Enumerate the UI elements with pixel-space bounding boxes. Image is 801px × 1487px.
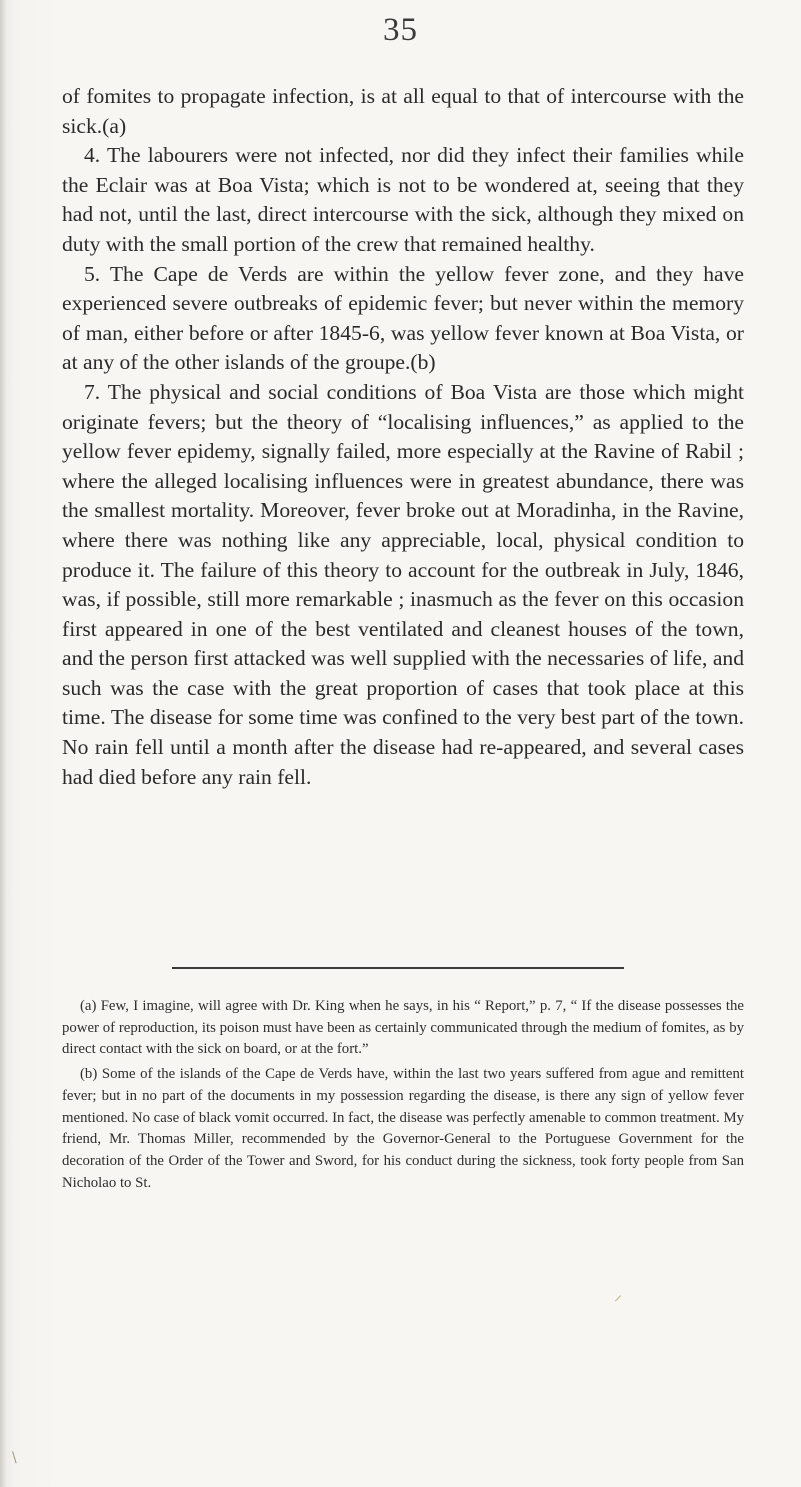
page-number: 35 [383, 12, 418, 48]
paragraph-continuation: of fomites to propagate infection, is at all equal to that of intercourse with the sick.(a) [62, 84, 744, 138]
paragraph-4: 4. The labourers were not infected, nor did they infect their families while the Eclair was at Boa Vista; which is not to be wondered at, seeing that they had not, until the last, direct intercourse with the sick, although they mixed on duty with the small portion of the crew that remained healthy. [62, 143, 744, 256]
footnotes [62, 996, 744, 1197]
ink-speck-icon: ⸝ [614, 1285, 623, 1304]
paragraph-5: 5. The Cape de Verds are within the yellow fever zone, and they have experienced severe outbreaks of epidemic fever; but never within the memory of man, either before or after 1845-6, was yellow fever known at Boa Vista, or at any of the other islands of the groupe.(b) [62, 261, 744, 375]
main-text [62, 82, 744, 792]
footnote-divider [172, 967, 624, 969]
paragraph-7: 7. The physical and social conditions of Boa Vista are those which might originate fevers; but the theory of “localising influences,” as applied to the yellow fever epidemy, signally failed, more especially at the Ravine of Rabil ; where the alleged localising influences were in greatest abundance, there was the smallest mortality. Moreover, fever broke out at Moradinha, in the Ravine, where there was nothing like any appreciable, local, physical condition to produce it. The failure of this theory to account for the outbreak in July, 1846, was, if possible, still more remarkable ; inasmuch as the fever on this occasion first appeared in one of the best ventilated and cleanest houses of the town, and the person first attacked was well supplied with the necessaries of life, and such was the case with the great proportion of cases that took place at this time. The disease for some time was confined to the very best part of the town. No rain fell until a month after the disease had re-appeared, and several cases had died before any rain fell. [62, 379, 744, 789]
footnote-a: (a) Few, I imagine, will agree with Dr. King when he says, in his “ Report,” p. 7, “ If the disease possesses the power of reproduction, its poison must have been as certainly communicated through the medium of fomites, as by direct contact with the sick on board, or at the fort.” [62, 998, 744, 1058]
corner-mark-icon: \ [12, 1450, 17, 1466]
page-gutter-shadow [0, 0, 6, 1487]
footnote-b: (b) Some of the islands of the Cape de Verds have, within the last two years suffered from ague and remittent fever; but in no part of the documents in my possession regarding the disease, is there any sign of yellow fever mentioned. No case of black vomit occurred. In fact, the disease was perfectly amenable to common treatment. My friend, Mr. Thomas Miller, recommended by the Governor-General to the Portuguese Government for the decoration of the Order of the Tower and Sword, for his conduct during the sickness, took forty people from San Nicholao to St. [62, 1066, 744, 1191]
